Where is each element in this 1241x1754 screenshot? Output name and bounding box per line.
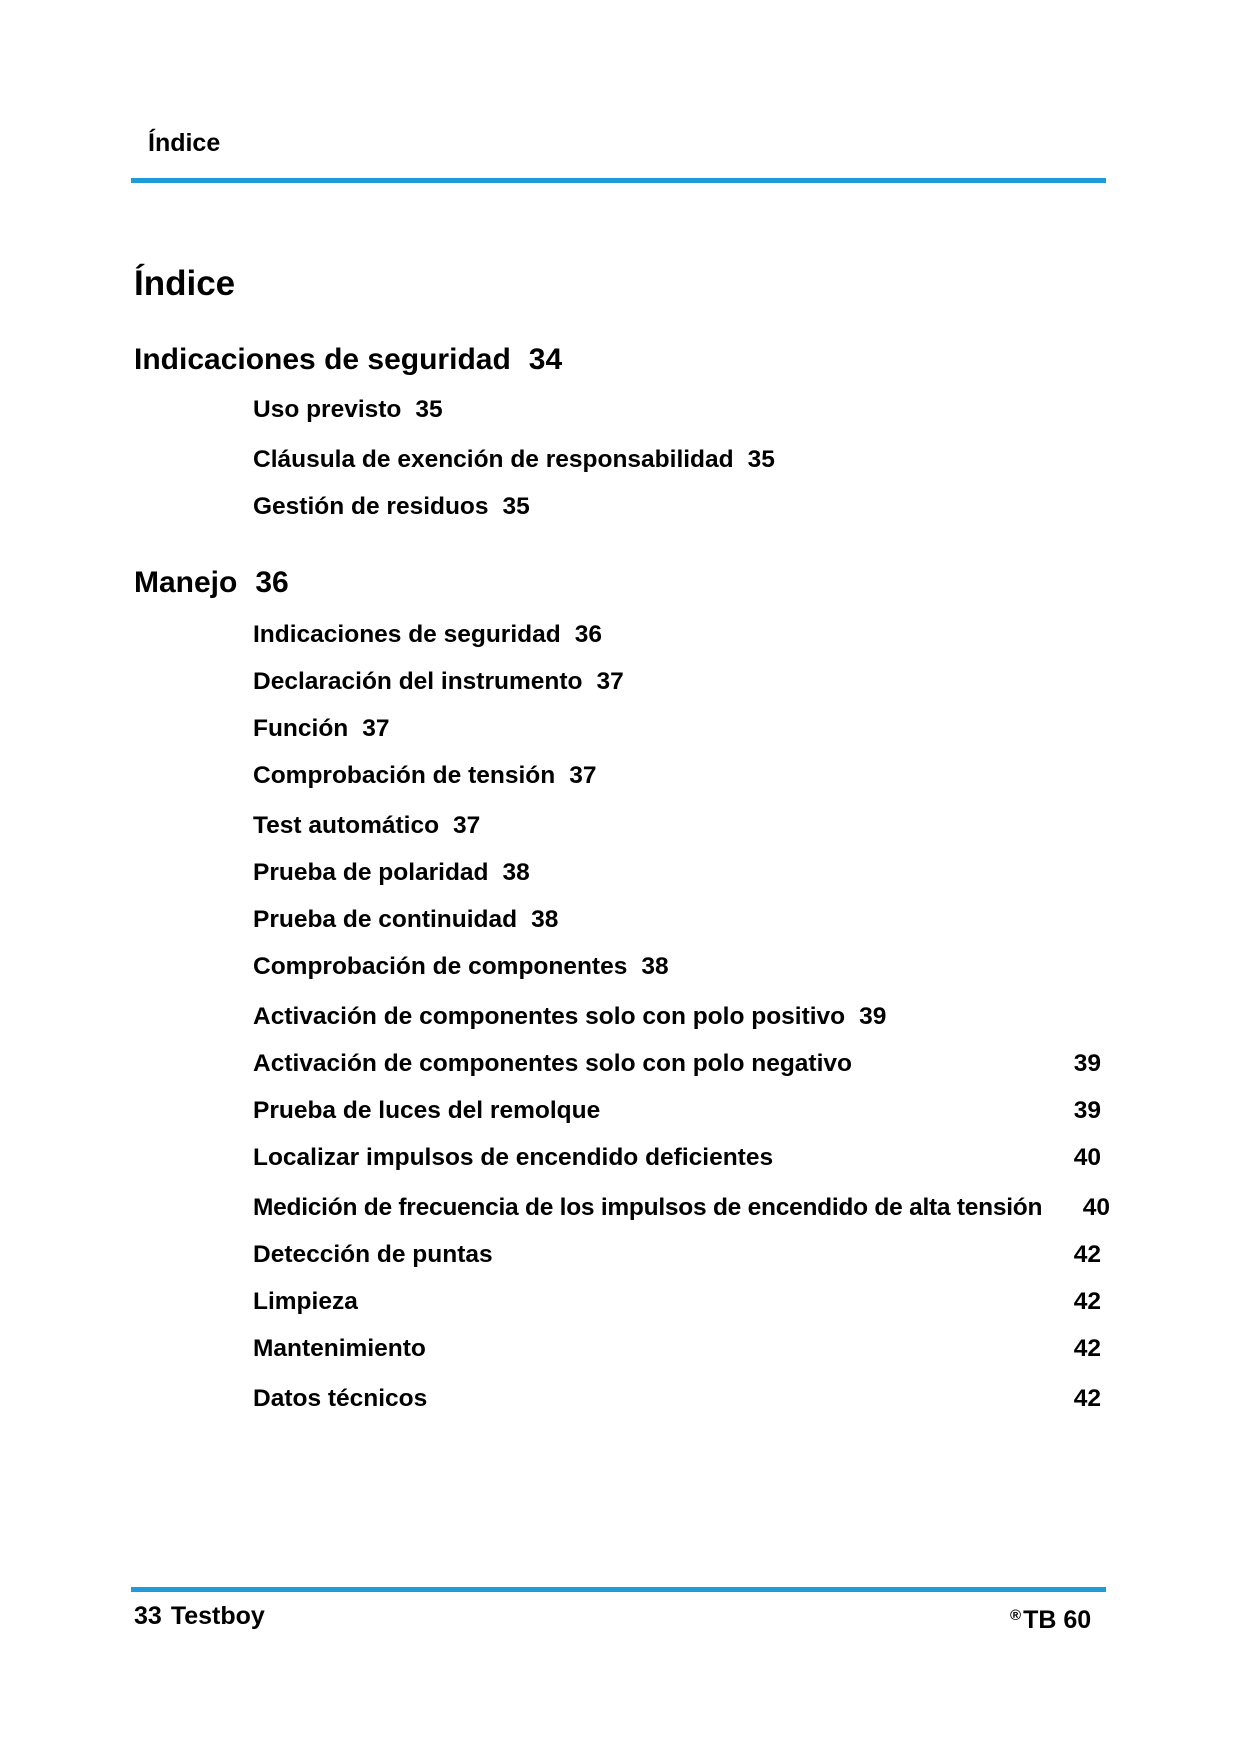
toc-section-safety[interactable] xyxy=(134,342,562,378)
toc-entry-page: 40 xyxy=(1082,1194,1110,1221)
toc-entry-page: 37 xyxy=(453,812,481,839)
toc-section-operation[interactable] xyxy=(134,565,289,601)
toc-section-page: 34 xyxy=(528,343,563,376)
footer-right xyxy=(1010,1601,1091,1635)
toc-entry[interactable] xyxy=(253,1002,886,1032)
toc-entry-page: 35 xyxy=(747,446,775,473)
toc-entry-page: 42 xyxy=(1073,1241,1101,1268)
footer-brand: Testboy xyxy=(170,1602,265,1630)
toc-entry[interactable] xyxy=(253,1143,773,1173)
toc-entry[interactable] xyxy=(253,445,775,475)
toc-entry-title: Comprobación de componentes xyxy=(253,953,628,980)
toc-entry-title: Activación de componentes solo con polo positivo xyxy=(253,1003,846,1030)
header-rule xyxy=(131,178,1106,183)
toc-entry[interactable] xyxy=(253,395,443,425)
toc-entry[interactable] xyxy=(253,952,669,982)
toc-entry-title: Prueba de polaridad xyxy=(253,859,489,886)
toc-entry-title: Función xyxy=(253,715,349,742)
toc-entry-page: 42 xyxy=(1073,1385,1101,1412)
toc-entry[interactable] xyxy=(253,1240,493,1270)
running-header: Índice xyxy=(148,129,221,157)
toc-entry-page: 42 xyxy=(1073,1335,1101,1362)
toc-section-title: Indicaciones de seguridad xyxy=(134,343,511,376)
toc-entry-title: Comprobación de tensión xyxy=(253,762,556,789)
toc-entry[interactable] xyxy=(253,1096,600,1126)
toc-entry[interactable] xyxy=(253,811,480,841)
toc-entry[interactable] xyxy=(253,1193,1042,1223)
toc-entry[interactable] xyxy=(253,1384,427,1414)
toc-entry-title: Detección de puntas xyxy=(253,1241,493,1268)
toc-entry-title: Indicaciones de seguridad xyxy=(253,621,561,648)
page-title: Índice xyxy=(134,264,236,303)
toc-entry-title: Activación de componentes solo con polo negativo xyxy=(253,1050,852,1077)
toc-entry-page: 42 xyxy=(1073,1288,1101,1315)
toc-entry-page: 38 xyxy=(531,906,559,933)
toc-entry-title: Prueba de continuidad xyxy=(253,906,518,933)
toc-entry-page: 35 xyxy=(502,493,530,520)
toc-entry-page: 38 xyxy=(502,859,530,886)
toc-entry-page: 37 xyxy=(569,762,597,789)
toc-entry-page: 36 xyxy=(574,621,602,648)
toc-entry-page: 40 xyxy=(1073,1144,1101,1171)
toc-entry-title: Medición de frecuencia de los impulsos de encendido de alta tensión xyxy=(253,1194,1043,1221)
toc-entry-title: Test automático xyxy=(253,812,440,839)
toc-entry-title: Datos técnicos xyxy=(253,1385,428,1412)
toc-entry[interactable] xyxy=(253,761,596,791)
toc-entry[interactable] xyxy=(253,1049,852,1079)
toc-entry[interactable] xyxy=(253,714,390,744)
toc-entry[interactable] xyxy=(253,905,558,935)
toc-section-title: Manejo xyxy=(134,566,238,599)
toc-entry-page: 37 xyxy=(596,668,624,695)
toc-entry[interactable] xyxy=(253,667,624,697)
toc-entry-page: 38 xyxy=(641,953,669,980)
toc-entry-page: 39 xyxy=(859,1003,887,1030)
toc-entry-title: Declaración del instrumento xyxy=(253,668,583,695)
toc-entry[interactable] xyxy=(253,620,602,650)
toc-entry-title: Limpieza xyxy=(253,1288,358,1315)
toc-entry-title: Gestión de residuos xyxy=(253,493,489,520)
toc-entry-page: 39 xyxy=(1073,1050,1101,1077)
footer-page-number: 33 xyxy=(134,1602,162,1630)
registered-mark: ® xyxy=(1010,1607,1022,1624)
toc-entry-title: Cláusula de exención de responsabilidad xyxy=(253,446,734,473)
footer-left xyxy=(134,1601,265,1631)
toc-entry-title: Prueba de luces del remolque xyxy=(253,1097,601,1124)
footer-model: TB 60 xyxy=(1023,1606,1092,1634)
toc-entry[interactable] xyxy=(253,1287,358,1317)
toc-entry-title: Uso previsto xyxy=(253,396,402,423)
toc-entry-page: 37 xyxy=(362,715,390,742)
footer-rule xyxy=(131,1587,1106,1592)
toc-entry[interactable] xyxy=(253,858,530,888)
toc-entry-page: 35 xyxy=(415,396,443,423)
toc-entry-title: Mantenimiento xyxy=(253,1335,426,1362)
toc-entry-title: Localizar impulsos de encendido deficientes xyxy=(253,1144,774,1171)
toc-section-page: 36 xyxy=(255,566,289,599)
toc-entry[interactable] xyxy=(253,492,530,522)
toc-entry-page: 39 xyxy=(1073,1097,1101,1124)
toc-entry[interactable] xyxy=(253,1334,426,1364)
